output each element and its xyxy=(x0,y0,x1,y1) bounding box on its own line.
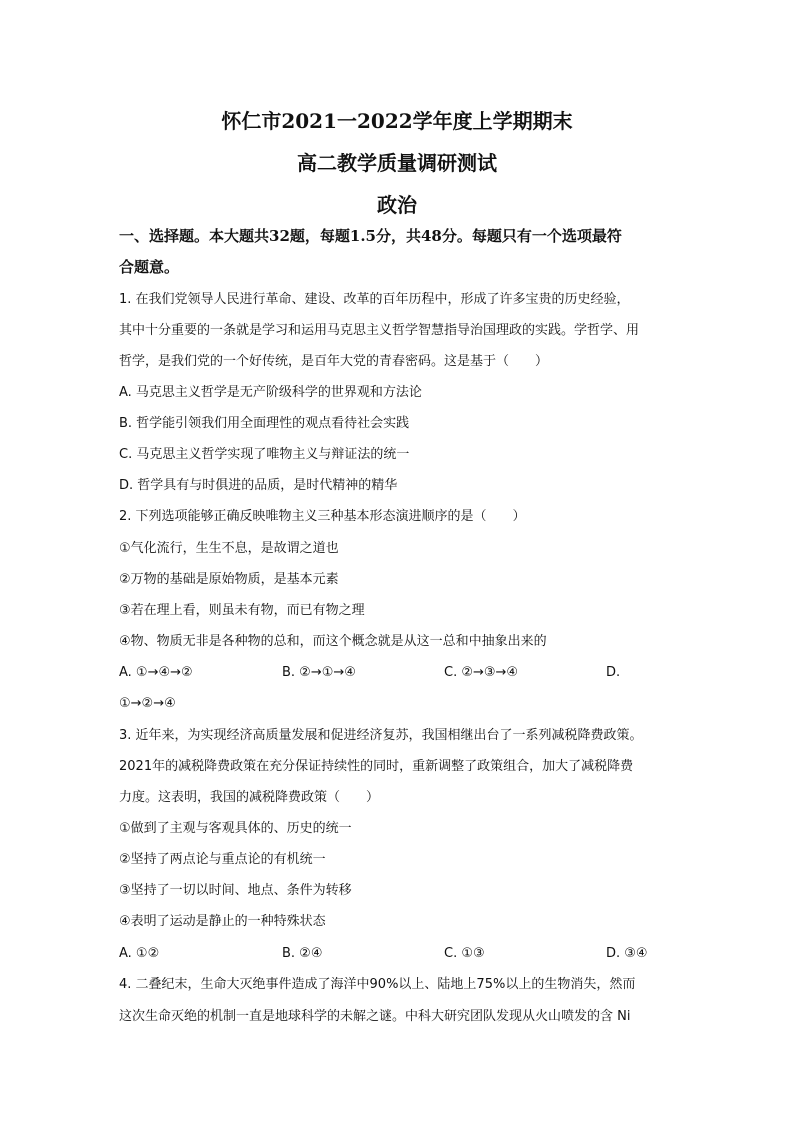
q3-option-c: C. ①③ xyxy=(444,946,485,961)
q1-option-b: B. 哲学能引领我们用全面理性的观点看待社会实践 xyxy=(119,416,410,431)
q3-item-1: ①做到了主观与客观具体的、历史的统一 xyxy=(119,821,352,836)
q1-stem-line2: 其中十分重要的一条就是学习和运用马克思主义哲学智慧指导治国理政的实践。学哲学、用 xyxy=(119,323,640,338)
q2-option-b: B. ②→①→④ xyxy=(282,665,356,680)
q3-option-a: A. ①② xyxy=(119,946,160,961)
q3-item-2: ②坚持了两点论与重点论的有机统一 xyxy=(119,852,326,867)
q3-stem-line2: 2021年的减税降费政策在充分保证持续性的同时，重新调整了政策组合，加大了减税降费 xyxy=(119,759,634,774)
q1-option-d: D. 哲学具有与时俱进的品质，是时代精神的精华 xyxy=(119,478,398,493)
q1-option-c: C. 马克思主义哲学实现了唯物主义与辩证法的统一 xyxy=(119,447,410,462)
q2-item-4: ④物、物质无非是各种物的总和，而这个概念就是从这一总和中抽象出来的 xyxy=(119,634,547,649)
q2-option-d-continued: ①→②→④ xyxy=(119,696,176,711)
q1-stem-line3: 哲学，是我们党的一个好传统，是百年大党的青春密码。这是基于（ ） xyxy=(119,354,549,369)
q2-option-a: A. ①→④→② xyxy=(119,665,193,680)
q3-stem-line1: 3. 近年来，为实现经济高质量发展和促进经济复苏，我国相继出台了一系列减税降费政策。 xyxy=(119,728,643,743)
q2-stem: 2. 下列选项能够正确反映唯物主义三种基本形态演进顺序的是（ ） xyxy=(119,509,526,524)
section-heading-line2: 合题意。 xyxy=(119,258,180,276)
q3-option-b: B. ②④ xyxy=(282,946,323,961)
q2-option-d: D. xyxy=(606,665,621,680)
q1-stem-line1: 1. 在我们党领导人民进行革命、建设、改革的百年历程中，形成了许多宝贵的历史经验， xyxy=(119,292,630,307)
q3-stem-line3: 力度。这表明，我国的减税降费政策（ ） xyxy=(119,790,380,805)
q2-item-3: ③若在理上看，则虽未有物，而已有物之理 xyxy=(119,603,365,618)
q4-stem-line2: 这次生命灭绝的机制一直是地球科学的未解之谜。中科大研究团队发现从火山喷发的含 Ni xyxy=(119,1009,631,1024)
exam-title: 怀仁市2021一2022学年度上学期期末 xyxy=(221,109,573,133)
q3-item-3: ③坚持了一切以时间、地点、条件为转移 xyxy=(119,883,352,898)
q3-item-4: ④表明了运动是静止的一种特殊状态 xyxy=(119,914,326,929)
subject-title: 政治 xyxy=(377,193,417,217)
q1-option-a: A. 马克思主义哲学是无产阶级科学的世界观和方法论 xyxy=(119,385,422,400)
q3-option-d: D. ③④ xyxy=(606,946,648,961)
q2-option-c: C. ②→③→④ xyxy=(444,665,519,680)
q2-item-2: ②万物的基础是原始物质，是基本元素 xyxy=(119,572,339,587)
q2-item-1: ①气化流行，生生不息，是故谓之道也 xyxy=(119,541,339,556)
section-heading-line1: 一、选择题。本大题共32题，每题1.5分，共48分。每题只有一个选项最符 xyxy=(119,227,622,245)
exam-subtitle: 高二教学质量调研测试 xyxy=(297,151,497,175)
q4-stem-line1: 4. 二叠纪末，生命大灭绝事件造成了海洋中90%以上、陆地上75%以上的生物消失，然而 xyxy=(119,977,636,992)
